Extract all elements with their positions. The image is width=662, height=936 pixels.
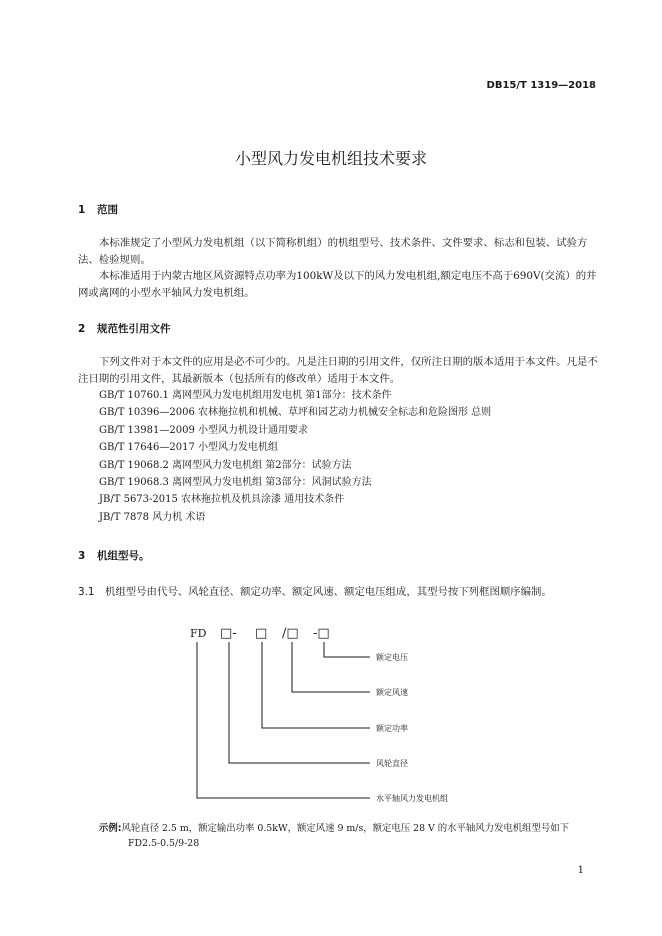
diagram-code-prefix: FD xyxy=(190,627,207,640)
diagram-box-1: □- xyxy=(220,626,237,641)
section-1-paragraph-1: 本标准规定了小型风力发电机组（以下简称机组）的机组型号、技术条件、文件要求、标志和包装、试验方法、检验规则。 xyxy=(78,237,588,266)
leader-line-horizontal-axis xyxy=(197,642,370,798)
clause-3-1-text: 机组型号由代号、风轮直径、额定功率、额定风速、额定电压组成，其型号按下列框图顺序编制。 xyxy=(105,586,552,598)
clause-3-1-number: 3.1 xyxy=(78,586,95,598)
section-3-title: 机组型号。 xyxy=(97,550,150,562)
label-horizontal-axis-turbine: 水平轴风力发电机组 xyxy=(376,794,448,803)
reference-item: GB/T 10396—2006 农林拖拉机和机械、草坪和园艺动力机械安全标志和危险图形 总则 xyxy=(99,407,492,419)
reference-item: GB/T 13981—2009 小型风力机设计通用要求 xyxy=(99,424,308,436)
section-1-number: 1 xyxy=(78,204,86,216)
example-line xyxy=(99,820,569,834)
document-title: 小型风力发电机组技术要求 xyxy=(234,149,427,168)
reference-item: GB/T 19068.3 离网型风力发电机组 第3部分：风洞试验方法 xyxy=(99,477,372,489)
example-model: FD2.5-0.5/9-28 xyxy=(128,838,200,849)
label-rated-power: 额定功率 xyxy=(376,724,408,733)
page-number: 1 xyxy=(577,865,584,876)
reference-item: JB/T 7878 风力机 术语 xyxy=(99,511,206,523)
diagram-leader-lines xyxy=(197,642,370,798)
label-rotor-diameter: 风轮直径 xyxy=(376,759,408,768)
reference-item: GB/T 10760.1 离网型风力发电机组用发电机 第1部分：技术条件 xyxy=(99,390,392,401)
section-1-title: 范围 xyxy=(97,204,118,216)
example-label: 示例: xyxy=(99,823,122,834)
section-2-number: 2 xyxy=(78,323,86,335)
diagram-box-3: /□ xyxy=(282,626,299,641)
leader-line-rotor-diameter xyxy=(229,642,370,763)
leader-line-wind-speed xyxy=(292,642,370,692)
section-1-paragraph-2: 本标准适用于内蒙古地区风资源特点功率为100kW及以下的风力发电机组,额定电压不高于690V(交流）的并网或离网的小型水平轴风力发电机组。 xyxy=(78,270,597,299)
label-rated-voltage: 额定电压 xyxy=(376,653,408,662)
reference-item: GB/T 17646—2017 小型风力发电机组 xyxy=(99,442,278,454)
reference-item: GB/T 19068.2 离网型风力发电机组 第2部分：试验方法 xyxy=(99,459,352,471)
section-3-number: 3 xyxy=(78,550,86,562)
diagram-box-2: □ xyxy=(255,626,268,641)
label-rated-wind-speed: 额定风速 xyxy=(376,688,408,697)
leader-line-power xyxy=(262,642,370,728)
diagram-box-4: -□ xyxy=(313,626,330,641)
standard-number: DB15/T 1319—2018 xyxy=(486,80,596,91)
reference-item: JB/T 5673-2015 农林拖拉机及机具涂漆 通用技术条件 xyxy=(99,494,345,506)
leader-line-voltage xyxy=(324,642,370,657)
section-2-paragraph: 下列文件对于本文件的应用是必不可少的。凡是注日期的引用文件，仅所注日期的版本适用于本文件。凡是不注日期的引用文件，其最新版本（包括所有的修改单）适用于本文件。 xyxy=(78,356,598,385)
example-text: 风轮直径 2.5 m，额定输出功率 0.5kW，额定风速 9 m/s，额定电压 28 V 的水平轴风力发电机组型号如下 xyxy=(121,823,570,834)
section-2-title: 规范性引用文件 xyxy=(97,323,171,335)
